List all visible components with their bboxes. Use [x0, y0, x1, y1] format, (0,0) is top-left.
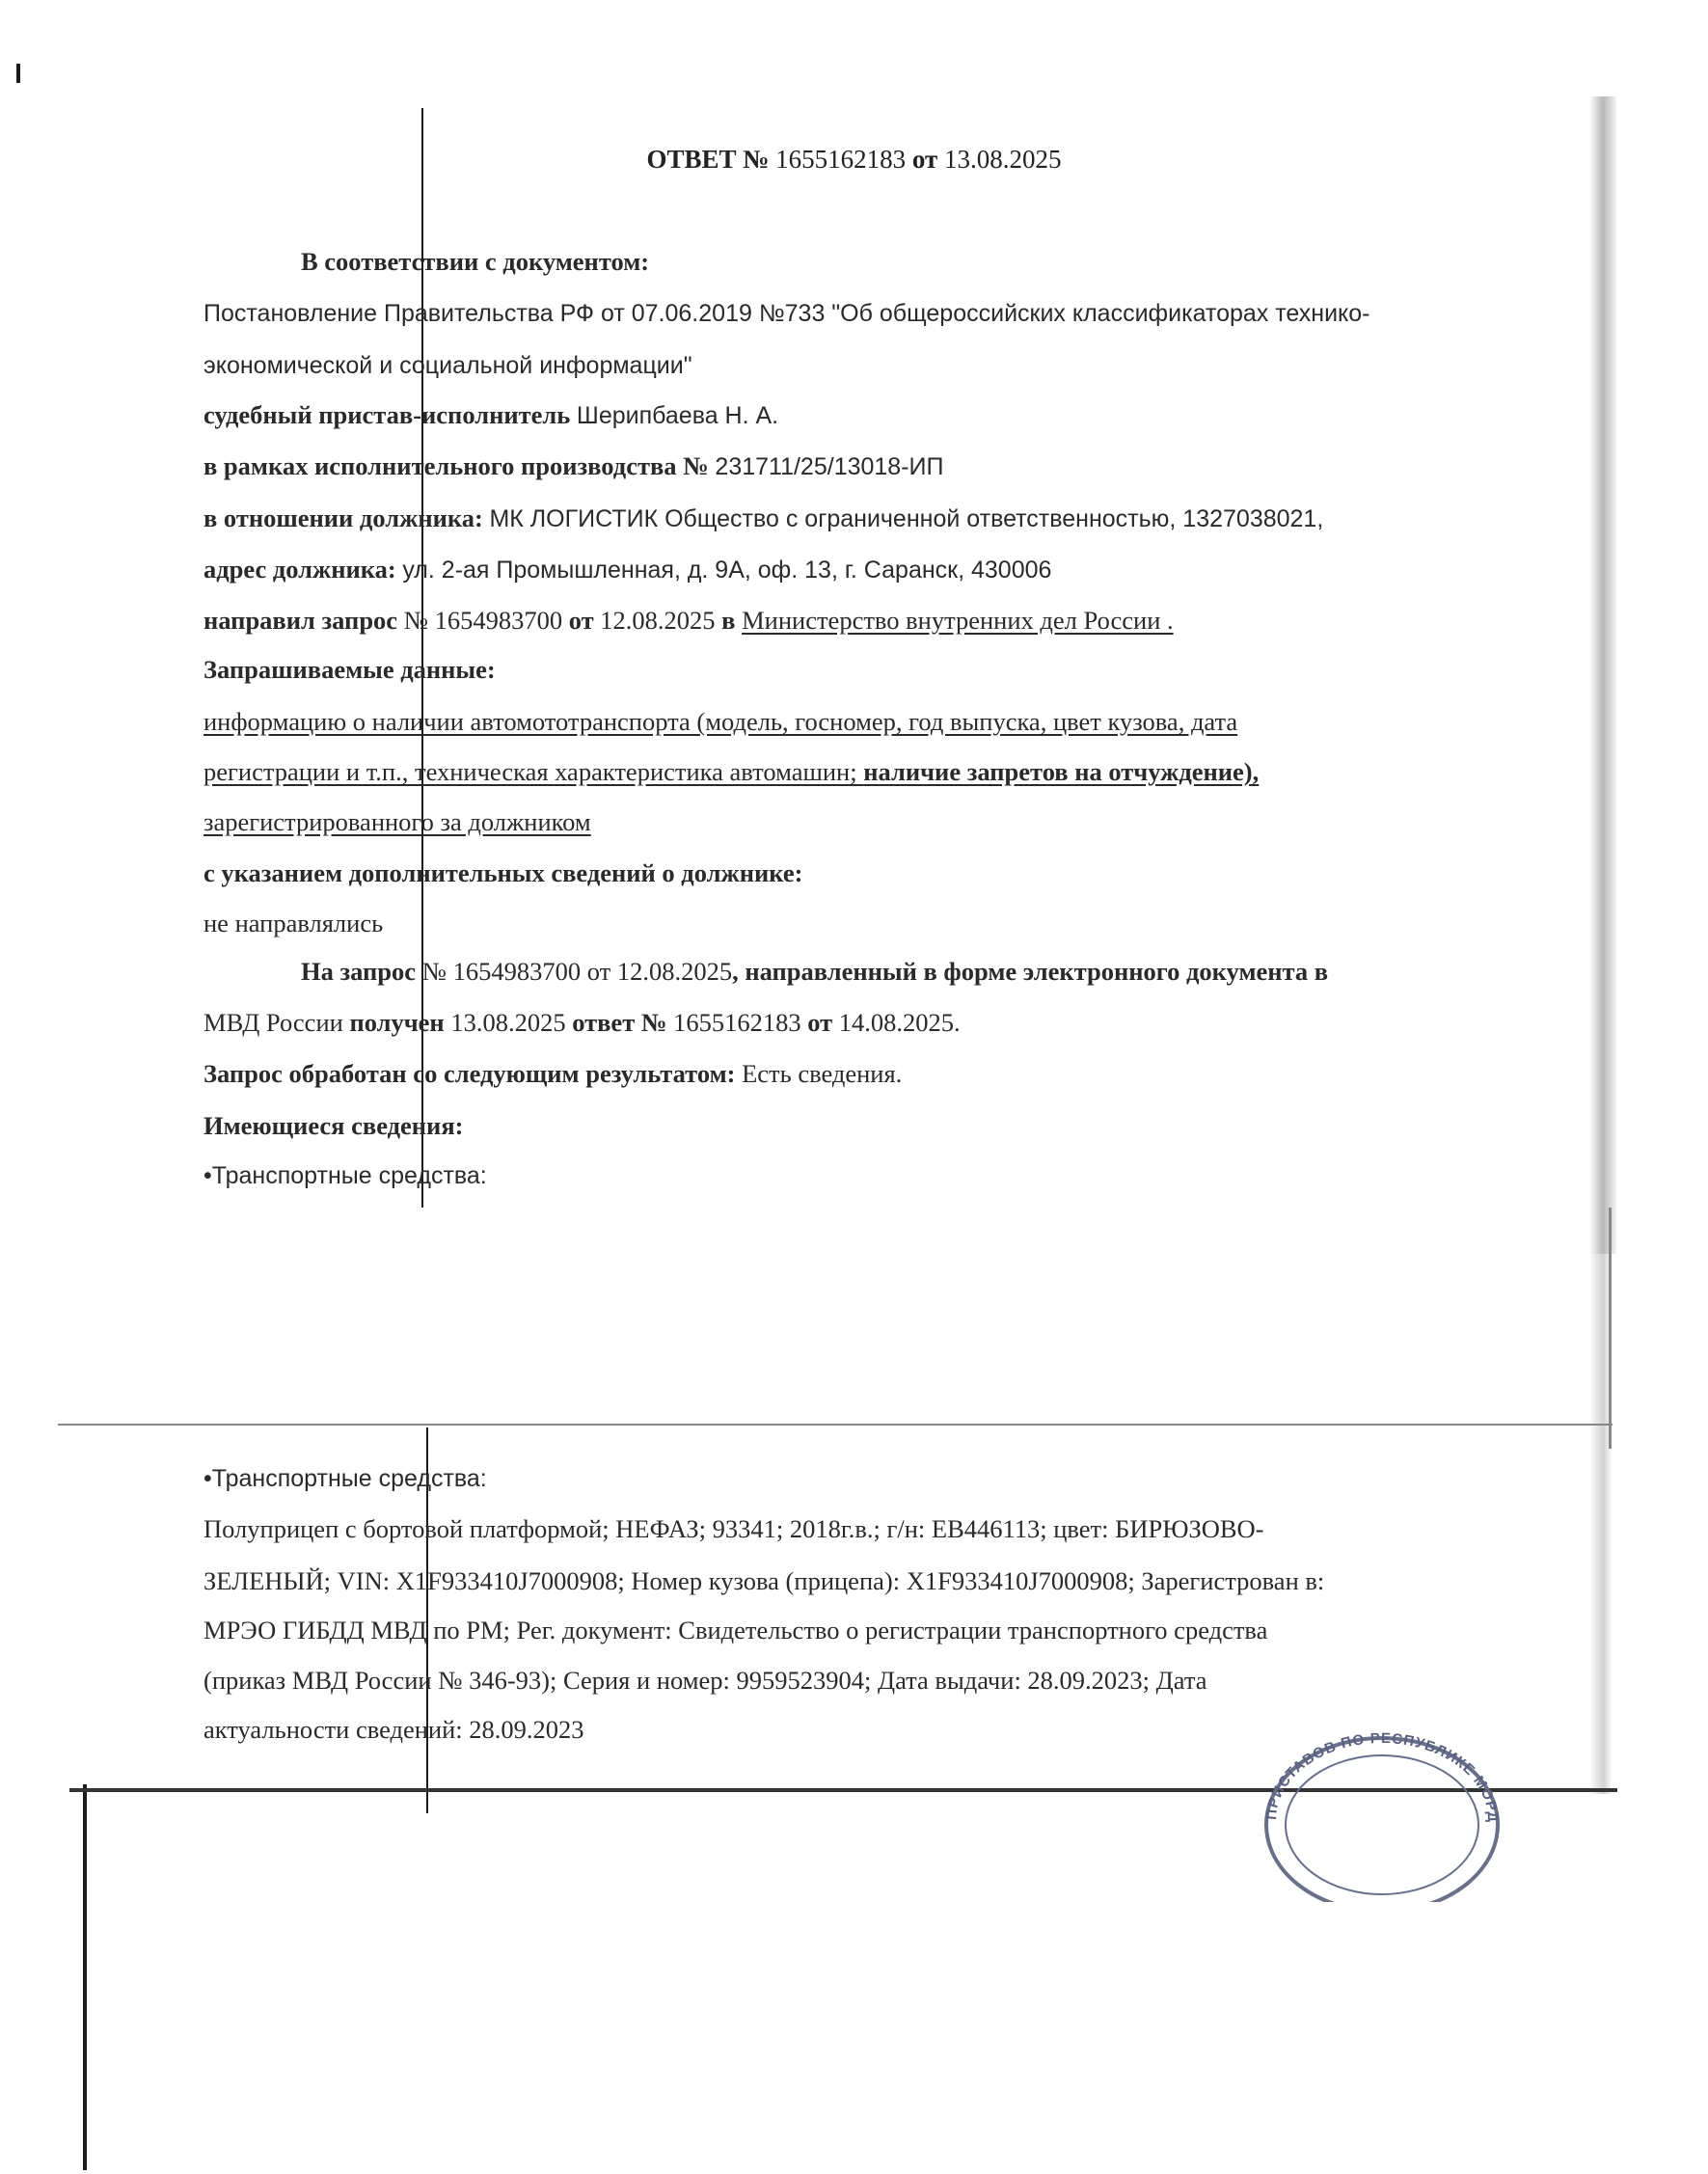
- svg-text:ПРИСТАВОВ ПО РЕСПУБЛИКЕ МОРДОВ: [1252, 1728, 1501, 1823]
- debtor-label: в отношении должника:: [203, 503, 483, 532]
- bailiff-line: [203, 398, 778, 432]
- requested-line-2a: регистрации и т.п., техническая характеристика автомашин;: [203, 757, 864, 786]
- response-p8: 1655162183: [673, 1008, 801, 1037]
- available-heading: Имеющиеся сведения:: [203, 1111, 464, 1140]
- official-seal: [1252, 1728, 1512, 1824]
- response-p6: 13.08.2025: [450, 1008, 566, 1037]
- extra-value: не направлялись: [203, 909, 384, 938]
- requested-line-3: зарегистрированного за должником: [203, 807, 591, 836]
- basis-heading: В соответствии с документом:: [301, 247, 650, 276]
- response-p2: № 1654983700 от 12.08.2025: [421, 957, 733, 986]
- basis-line-2: экономической и социальной информации": [203, 352, 692, 379]
- page-edge-left: [83, 1784, 87, 2170]
- response-p10: 14.08.2025.: [838, 1008, 961, 1037]
- seal-text: ПРИСТАВОВ ПО РЕСПУБЛИКЕ МОРД: [1262, 1729, 1502, 1824]
- title-label: ОТВЕТ №: [646, 145, 770, 174]
- address-line: [203, 553, 1051, 586]
- proceeding-number: 231711/25/13018-ИП: [715, 453, 944, 480]
- request-label: направил запрос: [203, 606, 398, 635]
- response-p9: от: [807, 1008, 833, 1037]
- response-line-1: [301, 955, 1328, 988]
- vehicle-line-4: (приказ МВД России № 346-93); Серия и номер: 9959523904; Дата выдачи: 28.09.2023; Дата: [203, 1666, 1207, 1695]
- result-value: Есть сведения.: [742, 1059, 903, 1088]
- bailiff-label: судебный пристав-исполнитель: [203, 400, 571, 429]
- document-title: [0, 143, 1708, 176]
- result-line: [203, 1057, 902, 1090]
- response-p3: , направленный в форме электронного документа в: [732, 957, 1329, 986]
- vehicle-heading: •Транспортные средства:: [203, 1465, 487, 1492]
- title-from: от: [911, 145, 938, 174]
- pasted-block-right-edge: [1609, 1208, 1612, 1449]
- requested-line-2b: наличие запретов на отчуждение),: [863, 757, 1260, 786]
- requested-heading: Запрашиваемые данные:: [203, 655, 496, 684]
- proceeding-line: [203, 449, 943, 483]
- available-item: •Транспортные средства:: [203, 1162, 487, 1189]
- response-p7: ответ №: [572, 1008, 667, 1037]
- request-from: от: [568, 606, 594, 635]
- result-label: Запрос обработан со следующим результатом:: [203, 1059, 736, 1088]
- vehicle-line-5: актуальности сведений: 28.09.2023: [203, 1715, 584, 1744]
- title-date: 13.08.2025: [944, 145, 1062, 174]
- request-org: Министерство внутренних дел России .: [742, 606, 1174, 635]
- request-to: в: [721, 606, 736, 635]
- requested-line-1: информацию о наличии автомототранспорта (модель, госномер, год выпуска, цвет кузова, дата: [203, 707, 1238, 736]
- seal-icon: [1252, 1728, 1512, 1902]
- section-divider: [58, 1424, 1613, 1426]
- vehicle-line-1: Полуприцеп с бортовой платформой; НЕФАЗ; 93341; 2018г.в.; г/н: ЕВ446113; цвет: БИРЮЗОВО-: [203, 1514, 1264, 1543]
- debtor-line: [203, 502, 1323, 535]
- proceeding-label: в рамках исполнительного производства №: [203, 451, 709, 480]
- request-number: № 1654983700: [403, 606, 563, 635]
- scan-edge-shadow: [1589, 96, 1616, 1254]
- response-p5: получен: [349, 1008, 445, 1037]
- vehicle-line-2: ЗЕЛЕНЫЙ; VIN: X1F933410J7000908; Номер кузова (прицепа): X1F933410J7000908; Зарегистрован в:: [203, 1566, 1325, 1595]
- address-value: ул. 2-ая Промышленная, д. 9А, оф. 13, г. Саранск, 430006: [402, 557, 1052, 584]
- extra-heading: с указанием дополнительных сведений о должнике:: [203, 858, 803, 887]
- response-p1: На запрос: [301, 957, 417, 986]
- request-line: [203, 604, 1174, 637]
- scan-mark: [16, 64, 20, 83]
- request-date: 12.08.2025: [600, 606, 716, 635]
- vehicle-line-3: МРЭО ГИБДД МВД по РМ; Рег. документ: Свидетельство о регистрации транспортного средства: [203, 1616, 1268, 1644]
- response-line-2: [203, 1006, 961, 1039]
- requested-line-2: [203, 755, 1259, 788]
- bailiff-name: Шерипбаева Н. А.: [576, 402, 779, 429]
- title-number: 1655162183: [775, 145, 907, 174]
- basis-line-1: Постановление Правительства РФ от 07.06.2019 №733 "Об общероссийских классификаторах технико-: [203, 300, 1370, 327]
- debtor-value: МК ЛОГИСТИК Общество с ограниченной ответственностью, 1327038021,: [489, 505, 1324, 532]
- response-p4: МВД России: [203, 1008, 343, 1037]
- address-label: адрес должника:: [203, 555, 396, 584]
